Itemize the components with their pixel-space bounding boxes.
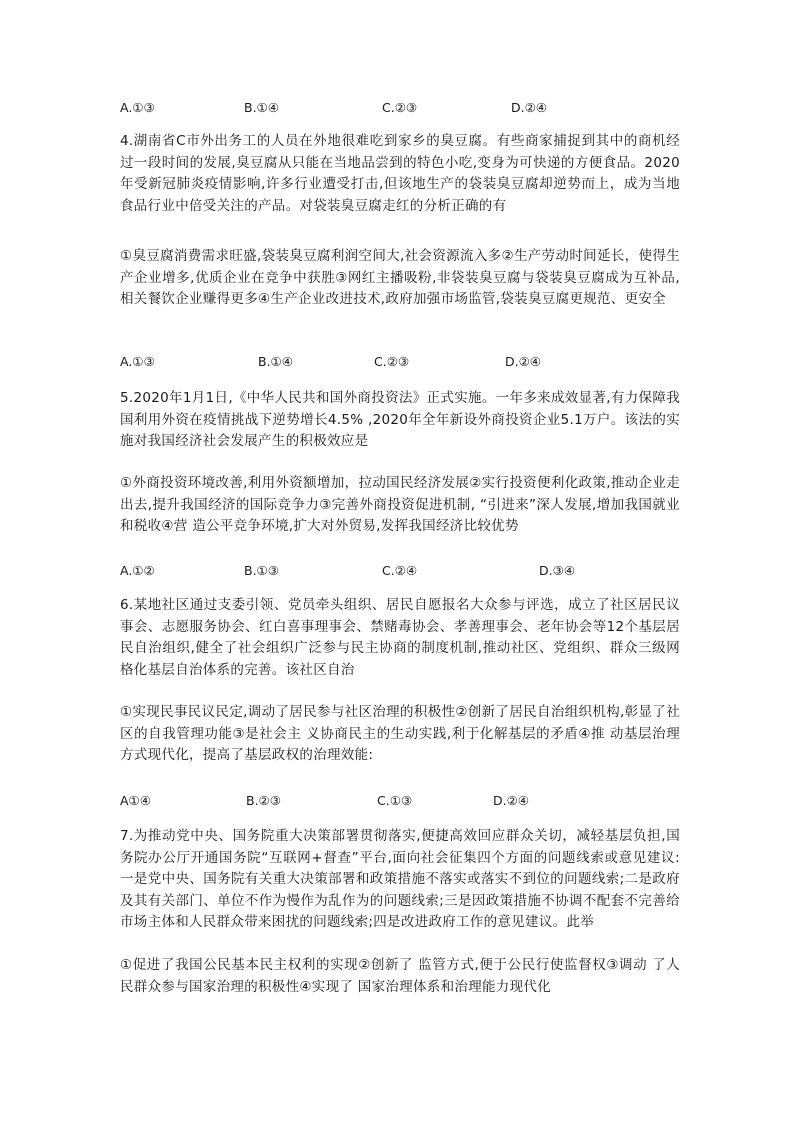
q4-option-c: C.②③ [374, 354, 410, 369]
q6-option-d: D.②④ [493, 793, 530, 808]
q3-options [120, 98, 680, 118]
q3-option-b: B.①④ [244, 100, 279, 115]
q4-option-b: B.①④ [258, 354, 293, 369]
q5-option-a: A.①② [120, 563, 155, 578]
q5-stem: 5.2020年1月1日,《中华人民共和国外商投资法》正式实施。一年多来成效显著,有力保障我国利用外资在疫情挑战下逆势增长4.5% ,2020年全年新设外商投资企业5.1万户。该法的实施对我国经济社会发展产生的积极效应是 [120, 390, 680, 449]
q3-option-d: D.②④ [511, 100, 548, 115]
q6-options [120, 791, 680, 811]
q3-option-c: C.②③ [382, 100, 418, 115]
q5-option-b: B.①③ [244, 563, 279, 578]
q6-option-b: B.②③ [246, 793, 281, 808]
q4-option-a: A.①③ [120, 354, 155, 369]
q4-options [120, 352, 680, 372]
q7-stem: 7.为推动党中央、国务院重大决策部署贯彻落实,便捷高效回应群众关切，减轻基层负担,国务院办公厅开通国务院“互联网+督查”平台,面向社会征集四个方面的问题线索或意见建议:一是党中央、国务院有关重大决策部署和政策措施不落实或落实不到位的问题线索;二是政府及其有关部门、单位不作为慢作为乱作为的问题线索;三是因政策措施不协调不配套不完善给市场主体和人民群众带来困扰的问题线索;四是改进政府工作的意见建议。此举 [120, 828, 680, 930]
q3-option-a: A.①③ [120, 100, 155, 115]
q6-option-c: C.①③ [377, 793, 413, 808]
q6-option-a: A①④ [120, 793, 151, 808]
q4-statements: ①臭豆腐消费需求旺盛,袋装臭豆腐利润空间大,社会资源流入多②生产劳动时间延长，使得生产企业增多,优质企业在竞争中获胜③网红主播吸粉,非袋装臭豆腐与袋装臭豆腐成为互补品,相关餐饮企业赚得更多④生产企业改进技术,政府加强市场监管,袋装臭豆腐更规范、更安全 [120, 248, 680, 307]
q5-statements: ①外商投资环境改善,利用外资额增加，拉动国民经济发展②实行投资便利化政策,推动企业走出去,提升我国经济的国际竞争力③完善外商投资促进机制, “引进来”深人发展,增加我国就业和税收④营 造公平竞争环境,扩大对外贸易,发挥我国经济比较优势 [120, 475, 680, 534]
q5-options [120, 561, 680, 581]
q5-option-d: D.③④ [539, 563, 576, 578]
q7-statements: ①促进了我国公民基本民主权利的实现②创新了 监管方式,便于公民行使监督权③调动 了人民群众参与国家治理的积极性④实现了 国家治理体系和治理能力现代化 [120, 957, 680, 995]
q4-option-d: D.②④ [505, 354, 542, 369]
q6-statements: ①实现民事民议民定,调动了居民参与社区治理的积极性②创新了居民自治组织机构,彰显了社区的自我管理功能③是社会主 义协商民主的生动实践,利于化解基层的矛盾④推 动基层治理方式现代化，提高了基层政权的治理效能: [120, 704, 680, 763]
q6-stem: 6.某地社区通过支委引领、党员牵头组织、居民自愿报名大众参与评选，成立了社区居民议事会、志愿服务协会、红白喜事理事会、禁赌毒协会、孝善理事会、老年协会等12个基层居民自治组织,健全了社会组织广泛参与民主协商的制度机制,推动社区、党组织、群众三级网格化基层自治体系的完善。该社区自治 [120, 597, 680, 678]
q4-stem: 4.湖南省C市外出务工的人员在外地很难吃到家乡的臭豆腐。有些商家捕捉到其中的商机经过一段时间的发展,臭豆腐从只能在当地品尝到的特色小吃,变身为可快递的方便食品。2020年受新冠肺炎疫情影响,许多行业遭受打击,但该地生产的袋装臭豆腐却逆势而上，成为当地食品行业中倍受关注的产品。对袋装臭豆腐走红的分析正确的有 [120, 133, 680, 214]
q5-option-c: C.②④ [382, 563, 418, 578]
